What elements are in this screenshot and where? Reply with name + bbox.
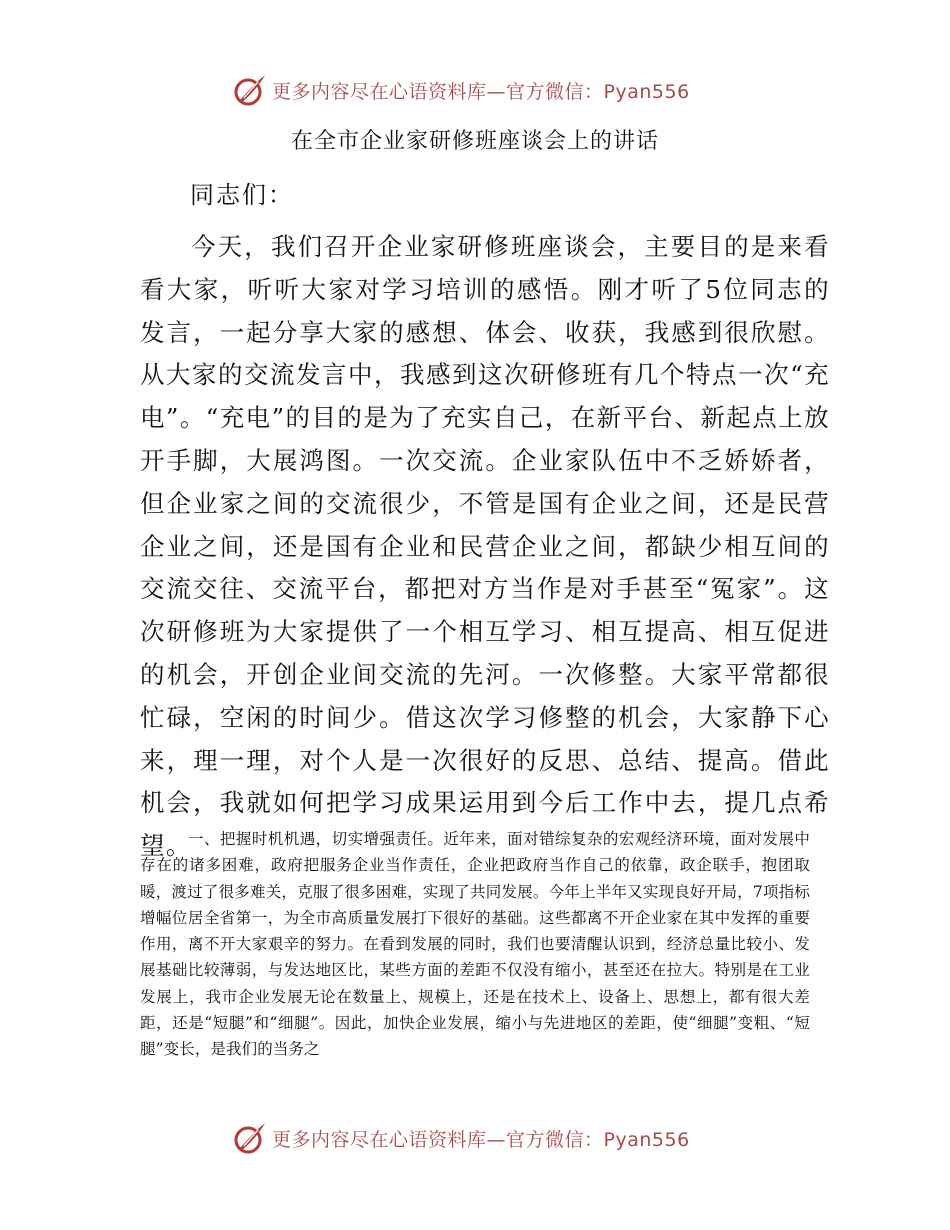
section-paragraph: 一、把握时机机遇，切实增强责任。近年来，面对错综复杂的宏观经济环境，面对发展中存在的诸多困难，政府把服务企业当作责任，企业把政府当作自己的依靠，政企联手，抱团取暖，渡过了很多难关，克服了很多困难，实现了共同发展。今年上半年又实现良好开局，7项指标增幅位居全省第一，为全市高质量发展打下很好的基础。这些都离不开企业家在其中发挥的重要作用，离不开大家艰辛的努力。在看到发展的同时，我们也要清醒认识到，经济总量比较小、发展基础比较薄弱，与发达地区比，某些方面的差距不仅没有缩小，甚至还在拉大。特别是在工业发展上，我市企业发展无论在数量上、规模上，还是在技术上、设备上、思想上，都有很大差距，还是“短腿”和“细腿”。因此，加快企业发展，缩小与先进地区的差距，使“细腿”变粗、“短腿”变长，是我们的当务之 — [140, 830, 810, 1059]
salutation: 同志们： — [190, 181, 294, 209]
footer-banner — [0, 1118, 950, 1158]
document-title: 在全市企业家研修班座谈会上的讲话 — [290, 129, 659, 154]
quill-logo-icon — [232, 72, 268, 108]
lead-paragraph: 今天，我们召开企业家研修班座谈会，主要目的是来看看大家，听听大家对学习培训的感悟。刚才听了5位同志的发言，一起分享大家的感想、体会、收获，我感到很欣慰。从大家的交流发言中，我感到这次研修班有几个特点一次“充电”。“充电”的目的是为了充实自己，在新平台、新起点上放开手脚，大展鸿图。一次交流。企业家队伍中不乏娇娇者，但企业家之间的交流很少，不管是国有企业之间，还是民营企业之间，还是国有企业和民营企业之间，都缺少相互间的交流交往、交流平台，都把对方当作是对手甚至“冤家”。这次研修班为大家提供了一个相互学习、相互提高、相互促进的机会，开创企业间交流的先河。一次修整。大家平常都很忙碌，空闲的时间少。借这次学习修整的机会，大家静下心来，理一理，对个人是一次很好的反思、总结、提高。借此机会，我就如何把学习成果运用到今后工作中去，提几点希望。 — [140, 232, 830, 861]
header-banner — [0, 70, 950, 110]
banner-text: 更多内容尽在心语资料库—官方微信：Pyan556 — [272, 80, 690, 103]
quill-logo-icon — [232, 1120, 268, 1156]
banner-text: 更多内容尽在心语资料库—官方微信：Pyan556 — [272, 1128, 690, 1151]
